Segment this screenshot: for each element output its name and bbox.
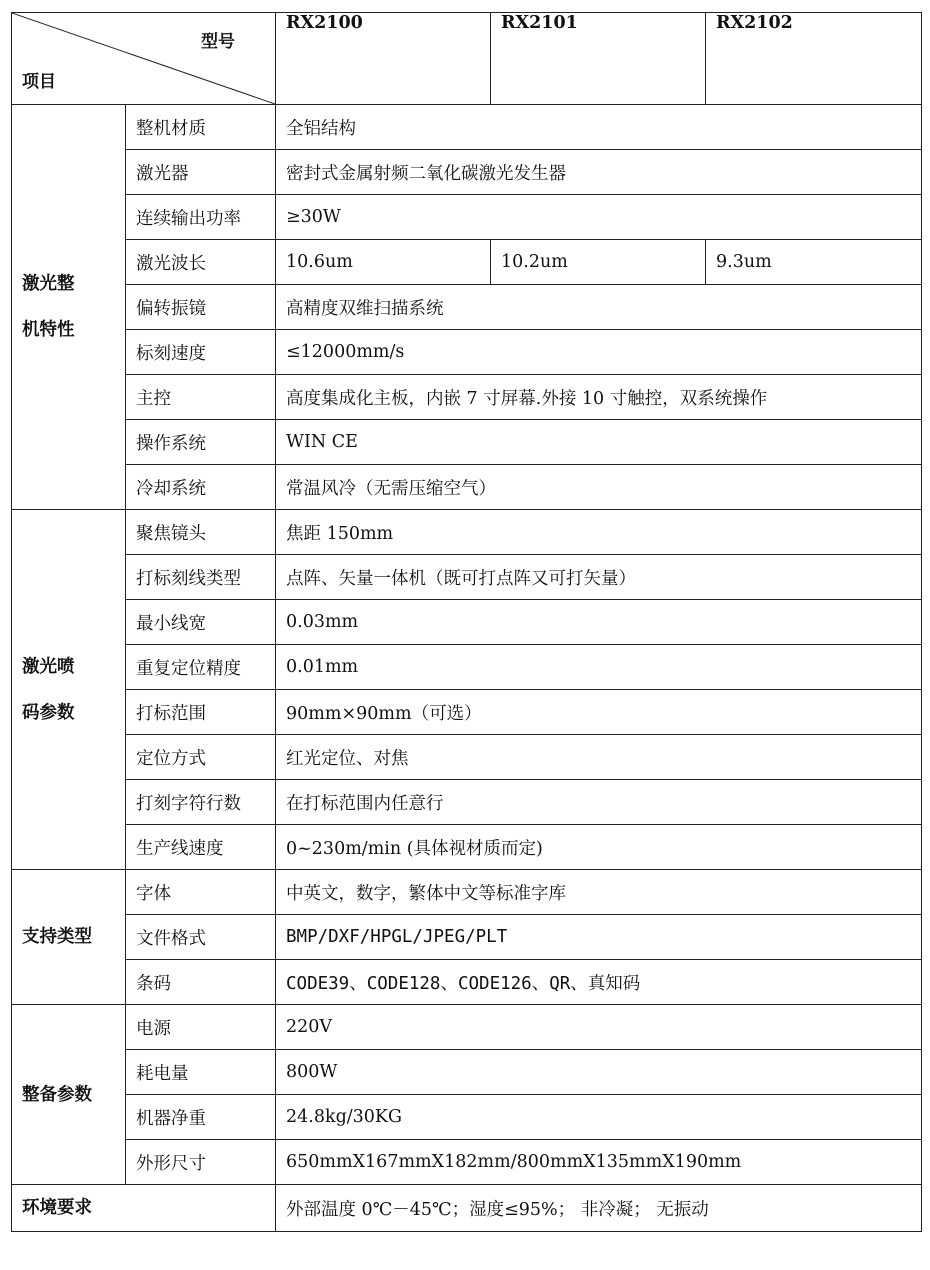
spec-value: ≤12000mm/s — [276, 330, 922, 375]
spec-value: ≥30W — [276, 195, 922, 240]
group-label — [12, 105, 126, 510]
model-rx2102: RX2102 — [706, 13, 922, 105]
spec-row — [12, 150, 922, 195]
spec-label: 整机材质 — [126, 105, 276, 150]
spec-value: 高度集成化主板，内嵌 7 寸屏幕.外接 10 寸触控，双系统操作 — [276, 375, 922, 420]
spec-row — [12, 825, 922, 870]
item-header-label: 项目 — [22, 72, 56, 92]
spec-label: 激光器 — [126, 150, 276, 195]
group-label-line: 支持类型 — [22, 927, 92, 947]
spec-label: 主控 — [126, 375, 276, 420]
spec-row — [12, 510, 922, 555]
spec-label: 连续输出功率 — [126, 195, 276, 240]
header-row — [12, 13, 922, 105]
spec-label: 文件格式 — [126, 915, 276, 960]
spec-row — [12, 240, 922, 285]
spec-value: 密封式金属射频二氧化碳激光发生器 — [276, 150, 922, 195]
spec-label: 激光波长 — [126, 240, 276, 285]
spec-label: 最小线宽 — [126, 600, 276, 645]
spec-row — [12, 735, 922, 780]
group-label — [12, 870, 126, 1005]
spec-label: 打标范围 — [126, 690, 276, 735]
footer-label: 环境要求 — [12, 1185, 276, 1232]
footer-value: 外部温度 0℃－45℃；湿度≤95%； 非冷凝； 无振动 — [276, 1185, 922, 1232]
spec-value: 10.6um — [276, 240, 491, 285]
spec-row — [12, 555, 922, 600]
spec-row — [12, 105, 922, 150]
spec-value: 0.01mm — [276, 645, 922, 690]
spec-label: 外形尺寸 — [126, 1140, 276, 1185]
spec-table — [11, 12, 922, 1232]
spec-table-body — [12, 13, 922, 1232]
spec-row — [12, 1005, 922, 1050]
spec-row — [12, 285, 922, 330]
spec-value: 全铝结构 — [276, 105, 922, 150]
spec-label: 机器净重 — [126, 1095, 276, 1140]
spec-row — [12, 690, 922, 735]
spec-label: 耗电量 — [126, 1050, 276, 1095]
spec-value: 0.03mm — [276, 600, 922, 645]
model-header-label: 型号 — [201, 32, 235, 52]
spec-label: 重复定位精度 — [126, 645, 276, 690]
spec-value: WIN CE — [276, 420, 922, 465]
spec-value: 焦距 150mm — [276, 510, 922, 555]
spec-label: 条码 — [126, 960, 276, 1005]
spec-row — [12, 780, 922, 825]
spec-label: 冷却系统 — [126, 465, 276, 510]
spec-value: 220V — [276, 1005, 922, 1050]
spec-label: 聚焦镜头 — [126, 510, 276, 555]
footer-row — [12, 1185, 922, 1232]
spec-row — [12, 645, 922, 690]
model-rx2101: RX2101 — [491, 13, 706, 105]
spec-row — [12, 420, 922, 465]
spec-row — [12, 1140, 922, 1185]
spec-row — [12, 600, 922, 645]
spec-row — [12, 375, 922, 420]
spec-value: 90mm×90mm（可选） — [276, 690, 922, 735]
group-label-line: 机特性 — [22, 320, 75, 340]
group-label-line: 激光整 — [22, 274, 75, 294]
spec-value: 9.3um — [706, 240, 922, 285]
spec-label: 偏转振镜 — [126, 285, 276, 330]
spec-row — [12, 1050, 922, 1095]
spec-label: 生产线速度 — [126, 825, 276, 870]
group-label — [12, 1005, 126, 1185]
spec-label: 标刻速度 — [126, 330, 276, 375]
spec-value: 红光定位、对焦 — [276, 735, 922, 780]
group-label-line: 激光喷 — [22, 656, 75, 677]
spec-label: 操作系统 — [126, 420, 276, 465]
spec-label: 电源 — [126, 1005, 276, 1050]
spec-value: 650mmX167mmX182mm/800mmX135mmX190mm — [276, 1140, 922, 1185]
spec-value: 800W — [276, 1050, 922, 1095]
spec-value: CODE39、CODE128、CODE126、QR、真知码 — [276, 960, 922, 1005]
spec-value: 常温风冷（无需压缩空气） — [276, 465, 922, 510]
group-label-line: 整备参数 — [22, 1084, 92, 1105]
spec-row — [12, 195, 922, 240]
spec-value: 0~230m/min (具体视材质而定) — [276, 825, 922, 870]
spec-row — [12, 1095, 922, 1140]
header-diagonal-cell — [12, 13, 276, 105]
spec-label: 字体 — [126, 870, 276, 915]
spec-value: 中英文，数字，繁体中文等标准字库 — [276, 870, 922, 915]
spec-value: 24.8kg/30KG — [276, 1095, 922, 1140]
spec-value: 在打标范围内任意行 — [276, 780, 922, 825]
spec-value: 10.2um — [491, 240, 706, 285]
spec-row — [12, 465, 922, 510]
spec-row — [12, 870, 922, 915]
group-label — [12, 510, 126, 870]
spec-row — [12, 330, 922, 375]
spec-label: 定位方式 — [126, 735, 276, 780]
model-rx2100: RX2100 — [276, 13, 491, 105]
spec-row — [12, 960, 922, 1005]
spec-value: 点阵、矢量一体机（既可打点阵又可打矢量） — [276, 555, 922, 600]
spec-label: 打标刻线类型 — [126, 555, 276, 600]
spec-value: 高精度双维扫描系统 — [276, 285, 922, 330]
spec-value: BMP/DXF/HPGL/JPEG/PLT — [276, 915, 922, 960]
spec-label: 打刻字符行数 — [126, 780, 276, 825]
group-label-line: 码参数 — [22, 702, 75, 723]
spec-row — [12, 915, 922, 960]
